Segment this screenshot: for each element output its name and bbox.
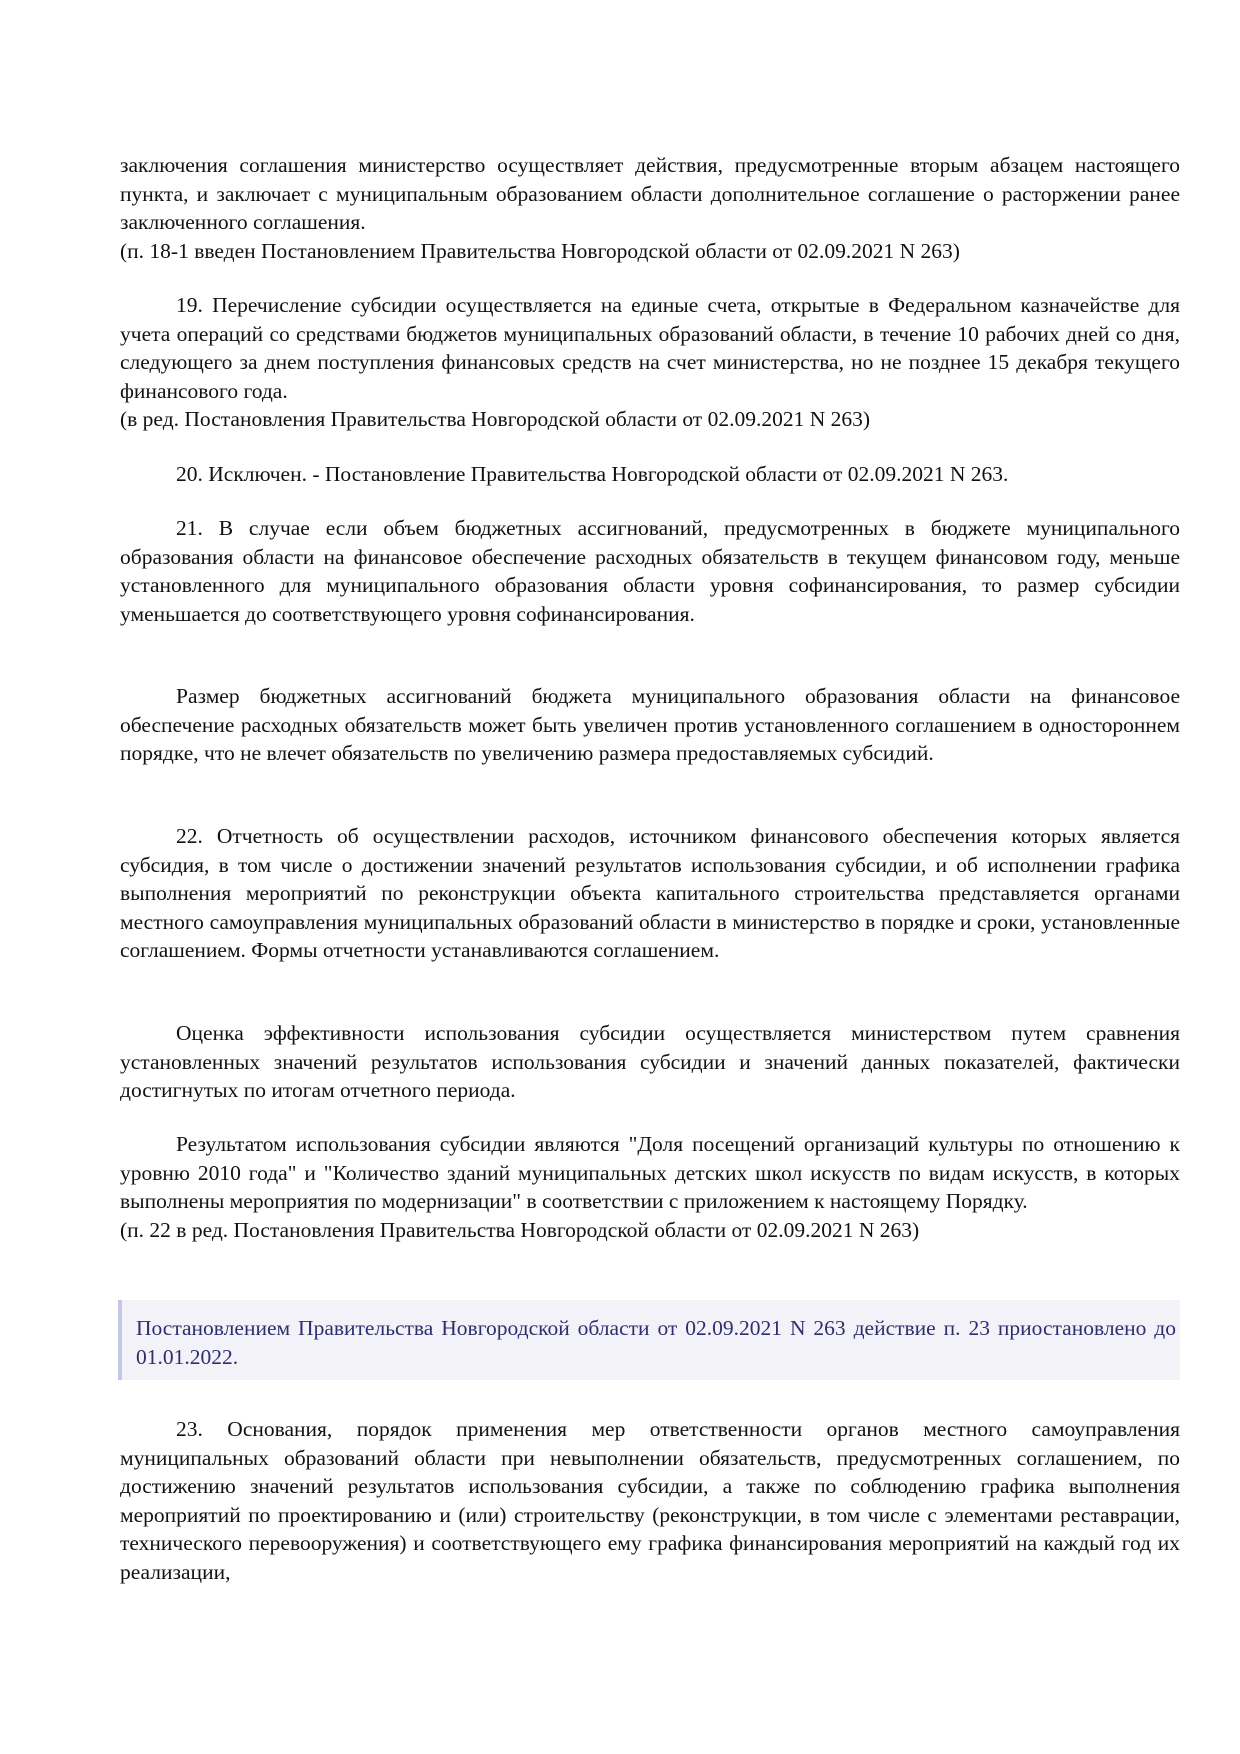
paragraph-text: 20. Исключен. - Постановление Правительства Новгородской области от 02.09.2021 N 263. xyxy=(176,462,1009,486)
suspension-notice-text: Постановлением Правительства Новгородской области от 02.09.2021 N 263 действие п. 23 приостановлено до 01.01.2022. xyxy=(136,1316,1176,1369)
paragraph-text: 22. Отчетность об осуществлении расходов, источником финансового обеспечения которых является субсидия, в том числе о достижении значений результатов использования субсидии, и об исполнении графика выполнения мероприятий по реконструкции объекта капитального строительства представляется органами местного самоуправления муниципальных образований области в министерство в порядке и сроки, установленные соглашением. Формы отчетности устанавливаются соглашением. xyxy=(120,824,1180,962)
paragraph-21 xyxy=(120,514,1180,628)
paragraph-21-part-2 xyxy=(120,682,1180,768)
paragraph-20 xyxy=(120,460,1180,489)
amendment-note: (п. 22 в ред. Постановления Правительства Новгородской области от 02.09.2021 N 263) xyxy=(120,1217,920,1242)
suspension-notice-box xyxy=(118,1300,1180,1380)
paragraph-19 xyxy=(120,291,1180,434)
paragraph-text: 23. Основания, порядок применения мер ответственности органов местного самоуправления муниципальных образований области при невыполнении обязательств, предусмотренных соглашением, по достижению значений результатов использования субсидии, а также по соблюдению графика выполнения мероприятий по проектированию и (или) строительству (реконструкции, в том числе с элементами реставрации, технического перевооружения) и соответствующего ему графика финансирования мероприятий на каждый год их реализации, xyxy=(120,1417,1180,1584)
paragraph-text: Результатом использования субсидии являются "Доля посещений организаций культуры по отношению к уровню 2010 года" и "Количество зданий муниципальных детских школ искусств по видам искусств, в которых выполнены мероприятия по модернизации" в соответствии с приложением к настоящему Порядку. xyxy=(120,1132,1180,1213)
paragraph-18-1-tail xyxy=(120,151,1180,265)
paragraph-text: Размер бюджетных ассигнований бюджета муниципального образования области на финансовое обеспечение расходных обязательств может быть увеличен против установленного соглашением в одностороннем порядке, что не влечет обязательств по увеличению размера предоставляемых субсидий. xyxy=(120,684,1180,765)
paragraph-22-part-2 xyxy=(120,1019,1180,1105)
paragraph-text: 21. В случае если объем бюджетных ассигнований, предусмотренных в бюджете муниципального образования области на финансовое обеспечение расходных обязательств в текущем финансовом году, меньше установленного для муниципального образования области уровня софинансирования, то размер субсидии уменьшается до соответствующего уровня софинансирования. xyxy=(120,516,1180,626)
paragraph-text: Оценка эффективности использования субсидии осуществляется министерством путем сравнения установленных значений результатов использования субсидии и значений данных показателей, фактически достигнутых по итогам отчетного периода. xyxy=(120,1021,1180,1102)
paragraph-text: 19. Перечисление субсидии осуществляется на единые счета, открытые в Федеральном казначействе для учета операций со средствами бюджетов муниципальных образований области, в течение 10 рабочих дней со дня, следующего за днем поступления финансовых средств на счет министерства, но не позднее 15 декабря текущего финансового года. xyxy=(120,293,1180,403)
paragraph-22-part-3 xyxy=(120,1130,1180,1244)
paragraph-text: заключения соглашения министерство осуществляет действия, предусмотренные вторым абзацем настоящего пункта, и заключает с муниципальным образованием области дополнительное соглашение о расторжении ранее заключенного соглашения. xyxy=(120,153,1180,234)
paragraph-23 xyxy=(120,1415,1180,1586)
amendment-note: (в ред. Постановления Правительства Новгородской области от 02.09.2021 N 263) xyxy=(120,407,871,431)
paragraph-22 xyxy=(120,822,1180,965)
amendment-note: (п. 18-1 введен Постановлением Правительства Новгородской области от 02.09.2021 N 263) xyxy=(120,238,960,263)
